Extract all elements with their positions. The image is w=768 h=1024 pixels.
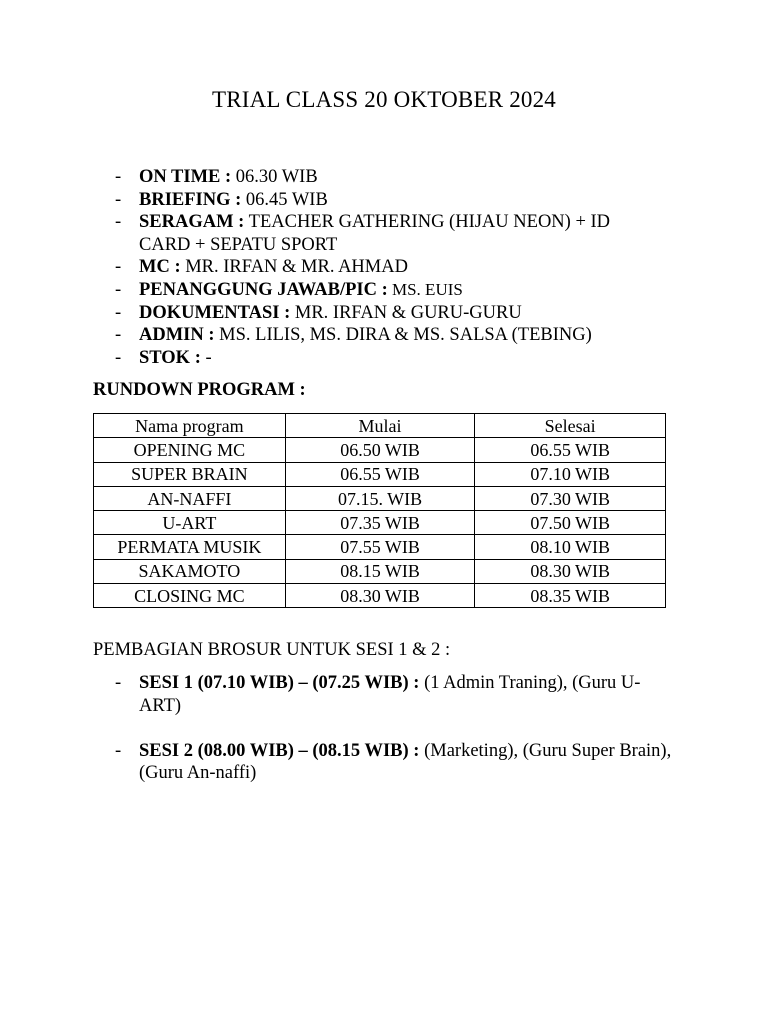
- table-row: [94, 486, 666, 510]
- page-title: TRIAL CLASS 20 OKTOBER 2024: [211, 87, 557, 112]
- end-time-cell: 07.50 WIB: [475, 511, 666, 535]
- info-key: STOK :: [139, 347, 201, 368]
- brosur-session-value: (Marketing), (Guru Super Brain), (Guru An-naffi): [139, 740, 672, 784]
- end-time-cell: 07.10 WIB: [475, 462, 666, 486]
- column-header-mulai: Mulai: [285, 414, 475, 438]
- info-value: MR. IRFAN & MR. AHMAD: [180, 257, 408, 278]
- brosur-list: [113, 672, 673, 808]
- column-header-nama-program: Nama program: [94, 414, 286, 438]
- bullet-dash: -: [115, 740, 122, 761]
- end-time-cell: 08.10 WIB: [475, 535, 666, 559]
- info-key: PENANGGUNG JAWAB/PIC :: [139, 279, 388, 300]
- brosur-session-value: (1 Admin Traning), (Guru U-ART): [139, 673, 641, 716]
- info-value: MS. EUIS: [387, 279, 463, 299]
- info-key: SERAGAM :: [139, 212, 245, 233]
- program-name-cell: AN-NAFFI: [94, 486, 286, 510]
- info-value: 06.30 WIB: [231, 167, 318, 187]
- table-row: [94, 462, 666, 486]
- bullet-dash: -: [115, 257, 122, 278]
- info-value: MR. IRFAN & GURU-GURU: [290, 302, 522, 323]
- start-time-cell: 06.50 WIB: [285, 438, 475, 462]
- start-time-cell: 06.55 WIB: [285, 462, 475, 486]
- column-header-selesai: Selesai: [475, 414, 666, 438]
- end-time-cell: 08.30 WIB: [475, 559, 666, 583]
- info-list: [113, 166, 658, 369]
- table-row: [94, 559, 666, 583]
- info-item-seragam: [113, 211, 658, 256]
- bullet-dash: -: [115, 347, 122, 368]
- info-key: ON TIME :: [139, 167, 232, 187]
- start-time-cell: 07.55 WIB: [285, 535, 475, 559]
- table-header-row: [94, 414, 666, 438]
- program-name-cell: SUPER BRAIN: [94, 462, 286, 486]
- info-item-mc: [113, 256, 658, 279]
- info-value: MS. LILIS, MS. DIRA & MS. SALSA (TEBING): [214, 325, 592, 346]
- start-time-cell: 07.15. WIB: [285, 486, 475, 510]
- info-item-stok: [113, 347, 658, 370]
- table-row: [94, 535, 666, 559]
- program-name-cell: U-ART: [94, 511, 286, 535]
- start-time-cell: 08.30 WIB: [285, 584, 475, 608]
- bullet-dash: -: [115, 302, 122, 323]
- bullet-dash: -: [115, 212, 122, 233]
- info-item-on-time: [113, 166, 658, 189]
- info-value: -: [200, 347, 212, 368]
- end-time-cell: 08.35 WIB: [475, 584, 666, 608]
- table-row: [94, 511, 666, 535]
- info-item-briefing: [113, 189, 658, 212]
- brosur-heading: PEMBAGIAN BROSUR UNTUK SESI 1 & 2 :: [93, 640, 451, 660]
- start-time-cell: 07.35 WIB: [285, 511, 475, 535]
- brosur-session-key: SESI 1 (07.10 WIB) – (07.25 WIB) :: [139, 673, 420, 693]
- rundown-table: [93, 413, 666, 608]
- rundown-heading: RUNDOWN PROGRAM :: [93, 380, 306, 400]
- info-key: MC :: [139, 257, 181, 278]
- info-value: TEACHER GATHERING (HIJAU NEON) + ID CARD + SEPATU SPORT: [139, 212, 611, 255]
- program-name-cell: OPENING MC: [94, 438, 286, 462]
- brosur-item-sesi-1: [113, 672, 673, 717]
- info-key: BRIEFING :: [139, 189, 242, 210]
- bullet-dash: -: [115, 167, 122, 187]
- brosur-session-key: SESI 2 (08.00 WIB) – (08.15 WIB) :: [139, 740, 420, 761]
- info-item-pic: [113, 279, 658, 302]
- start-time-cell: 08.15 WIB: [285, 559, 475, 583]
- brosur-item-sesi-2: [113, 740, 673, 785]
- info-item-dokumentasi: [113, 302, 658, 325]
- end-time-cell: 06.55 WIB: [475, 438, 666, 462]
- info-item-admin: [113, 324, 658, 347]
- bullet-dash: -: [115, 673, 122, 693]
- program-name-cell: SAKAMOTO: [94, 559, 286, 583]
- table-row: [94, 584, 666, 608]
- bullet-dash: -: [115, 325, 122, 346]
- info-key: ADMIN :: [139, 325, 215, 346]
- table-row: [94, 438, 666, 462]
- program-name-cell: CLOSING MC: [94, 584, 286, 608]
- info-value: 06.45 WIB: [241, 189, 328, 210]
- bullet-dash: -: [115, 279, 122, 300]
- bullet-dash: -: [115, 189, 122, 210]
- program-name-cell: PERMATA MUSIK: [94, 535, 286, 559]
- end-time-cell: 07.30 WIB: [475, 486, 666, 510]
- info-key: DOKUMENTASI :: [139, 302, 291, 323]
